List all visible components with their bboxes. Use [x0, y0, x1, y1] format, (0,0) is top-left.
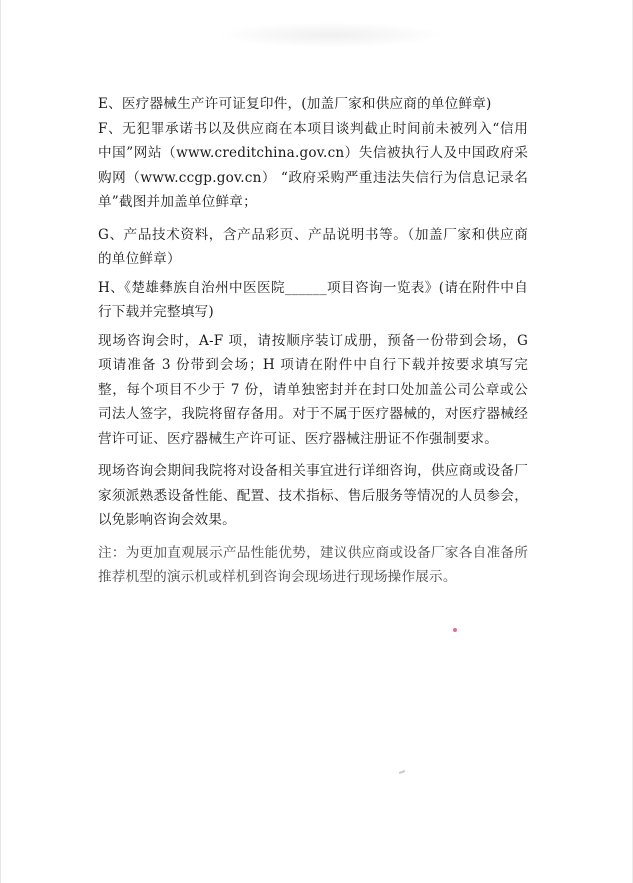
paragraph-item-g: G、产品技术资料，含产品彩页、产品说明书等。（加盖厂家和供应商的单位鲜章） [98, 226, 528, 267]
scan-speck [399, 770, 405, 774]
paragraph-meeting-instructions: 现场咨询会时，A-F 项，请按顺序装订成册，预备一份带到会场，G 项请准备 3 份带到会场；H 项请在附件中自行下载并按要求填写完整，每个项目不少于 7 份，请单独密封并在封口处加盖公司公章或公司法人签字，我院将留存备用。对于不属于医疗器械的，对医疗器械经营许可证、医疗器械生产许可证、医疗器械注册证不作强制要求。 [98, 332, 528, 447]
scan-smudge [216, 22, 446, 48]
paragraph-consultation-details: 现场咨询会期间我院将对设备相关事宜进行详细咨询，供应商或设备厂家须派熟悉设备性能、配置、技术指标、售后服务等情况的人员参会，以免影响咨询会效果。 [98, 463, 528, 528]
document-body [98, 92, 528, 590]
paragraph-item-h: H、《楚雄彝族自治州中医医院______项目咨询一览表》(请在附件中自行下载并完整填写) [98, 279, 528, 320]
ink-dot [453, 628, 457, 632]
paragraph-item-f: F、无犯罪承诺书以及供应商在本项目谈判截止时间前未被列入“信用中国”网站（www.creditchina.gov.cn）失信被执行人及中国政府采购网（www.ccgp.gov.cn） “政府采购严重违法失信行为信息记录名单”截图并加盖单位鲜章； [98, 120, 528, 210]
paragraph-item-e: E、医疗器械生产许可证复印件，(加盖厂家和供应商的单位鲜章) [98, 96, 492, 112]
paragraph-note: 注：为更加直观展示产品性能优势，建议供应商或设备厂家各自准备所推荐机型的演示机或样机到咨询会现场进行现场操作展示。 [98, 544, 528, 585]
